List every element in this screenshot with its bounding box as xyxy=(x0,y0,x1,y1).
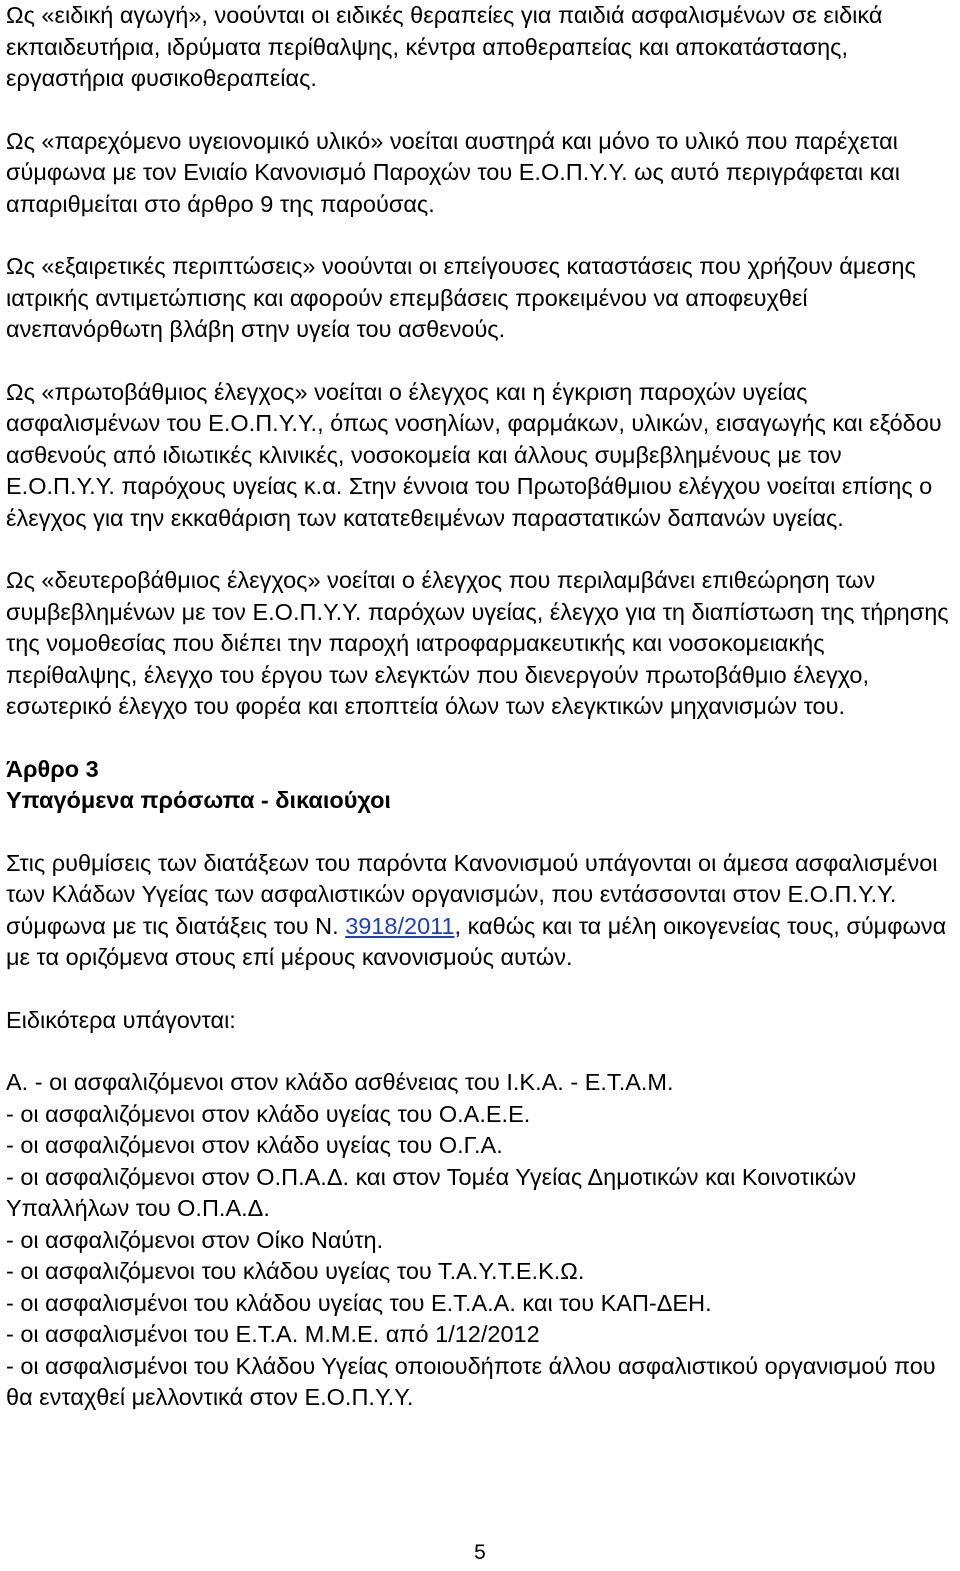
article-intro xyxy=(6,848,956,974)
article-intro-end: , καθώς και τα μέλη οικογενείας τους, σύμφωνα με τα οριζόμενα στους επί μέρους κανονισμούς αυτών. xyxy=(6,912,947,970)
paragraph-special-education: Ως «ειδική αγωγή», νοούνται οι ειδικές θεραπείες για παιδιά ασφαλισμένων σε ειδικά εκπαιδευτήρια, ιδρύματα περίθαλψης, κέντρα αποθεραπείας και αποκατάστασης, εργαστήρια φυσικοθεραπείας. xyxy=(6,2,883,91)
paragraph-supplied-material: Ως «παρεχόμενο υγειονομικό υλικό» νοείται αυστηρά και μόνο το υλικό που παρέχεται σύμφωνα με τον Ενιαίο Κανονισμό Παροχών του Ε.Ο.Π.Υ.Υ. ως αυτό περιγράφεται και απαριθμείται στο άρθρο 9 της παρούσας. xyxy=(6,127,900,217)
article-heading xyxy=(6,754,956,817)
paragraph-secondary-control: Ως «δευτεροβάθμιος έλεγχος» νοείται ο έλεγχος που περιλαμβάνει επιθεώρηση των συμβεβλημένων με τον Ε.Ο.Π.Υ.Υ. παρόχων υγείας, έλεγχο για τη διαπίστωση της τήρησης της νομοθεσίας που διέπει την παροχή ιατροφαρμακευτικής και νοσοκομειακής περίθαλψης, έλεγχο του έργου των ελεγκτών που διενεργούν πρωτοβάθμιο έλεγχο, εσωτερικό έλεγχο του φορέα και εποπτεία όλων των ελεγκτικών μηχανισμών του. xyxy=(6,567,949,719)
article-intro-start: Στις ρυθμίσεις των διατάξεων του παρόντα Κανονισμού υπάγονται οι άμεσα ασφαλισμένοι των Κλάδων Υγείας των ασφαλιστικών οργανισμών, που εντάσσονται στον Ε.Ο.Π.Υ.Υ. σύμφωνα με τις διατάξεις του Ν. xyxy=(6,849,938,939)
list-item: Α. - οι ασφαλιζόμενοι στον κλάδο ασθένειας του Ι.Κ.Α. - Ε.Τ.Α.Μ. xyxy=(6,1069,674,1095)
list-item: - οι ασφαλισμένοι του Ε.Τ.Α. Μ.Μ.Ε. από 1/12/2012 xyxy=(6,1321,540,1347)
law-link[interactable]: 3918/2011 xyxy=(345,912,455,939)
list-item: - οι ασφαλιζόμενοι στον Ο.Π.Α.Δ. και στον Τομέα Υγείας Δημοτικών και Κοινοτικών Υπαλλήλων του Ο.Π.Α.Δ. xyxy=(6,1163,857,1221)
list-item: - οι ασφαλισμένοι του Κλάδου Υγείας οποιουδήποτε άλλου ασφαλιστικού οργανισμού που θα ενταχθεί μελλοντικά στον Ε.Ο.Π.Υ.Υ. xyxy=(6,1352,936,1410)
list-item: - οι ασφαλιζόμενοι του κλάδου υγείας του Τ.Α.Υ.Τ.Ε.Κ.Ω. xyxy=(6,1258,585,1284)
list-item: - οι ασφαλιζόμενοι στον Οίκο Ναύτη. xyxy=(6,1226,384,1253)
page-number: 5 xyxy=(474,1541,486,1564)
article-title: Υπαγόμενα πρόσωπα - δικαιούχοι xyxy=(6,787,391,813)
specifically-label: Ειδικότερα υπάγονται: xyxy=(6,1006,236,1033)
list-item: - οι ασφαλιζόμενοι στον κλάδο υγείας του Ο.Γ.Α. xyxy=(6,1132,503,1158)
beneficiaries-list xyxy=(6,1067,956,1414)
list-item: - οι ασφαλιζόμενοι στον κλάδο υγείας του Ο.Α.Ε.Ε. xyxy=(6,1100,531,1127)
article-number: Άρθρο 3 xyxy=(6,755,99,782)
document-page xyxy=(6,0,956,1414)
paragraph-exceptional-cases: Ως «εξαιρετικές περιπτώσεις» νοούνται οι επείγουσες καταστάσεις που χρήζουν άμεσης ιατρικής αντιμετώπισης και αφορούν επεμβάσεις προκειμένου να αποφευχθεί ανεπανόρθωτη βλάβη στην υγεία του ασθενούς. xyxy=(6,253,916,342)
list-item: - οι ασφαλισμένοι του κλάδου υγείας του Ε.Τ.Α.Α. και του ΚΑΠ-ΔΕΗ. xyxy=(6,1289,712,1316)
paragraph-primary-control: Ως «πρωτοβάθμιος έλεγχος» νοείται ο έλεγχος και η έγκριση παροχών υγείας ασφαλισμένων του Ε.Ο.Π.Υ.Υ., όπως νοσηλίων, φαρμάκων, υλικών, εισαγωγής και εξόδου ασθενούς από ιδιωτικές κλινικές, νοσοκομεία και άλλους συμβεβλημένους με τον Ε.Ο.Π.Υ.Υ. παρόχους υγείας κ.α. Στην έννοια του Πρωτοβάθμιου ελέγχου νοείται επίσης ο έλεγχος για την εκκαθάριση των κατατεθειμένων παραστατικών δαπανών υγείας. xyxy=(6,378,942,531)
